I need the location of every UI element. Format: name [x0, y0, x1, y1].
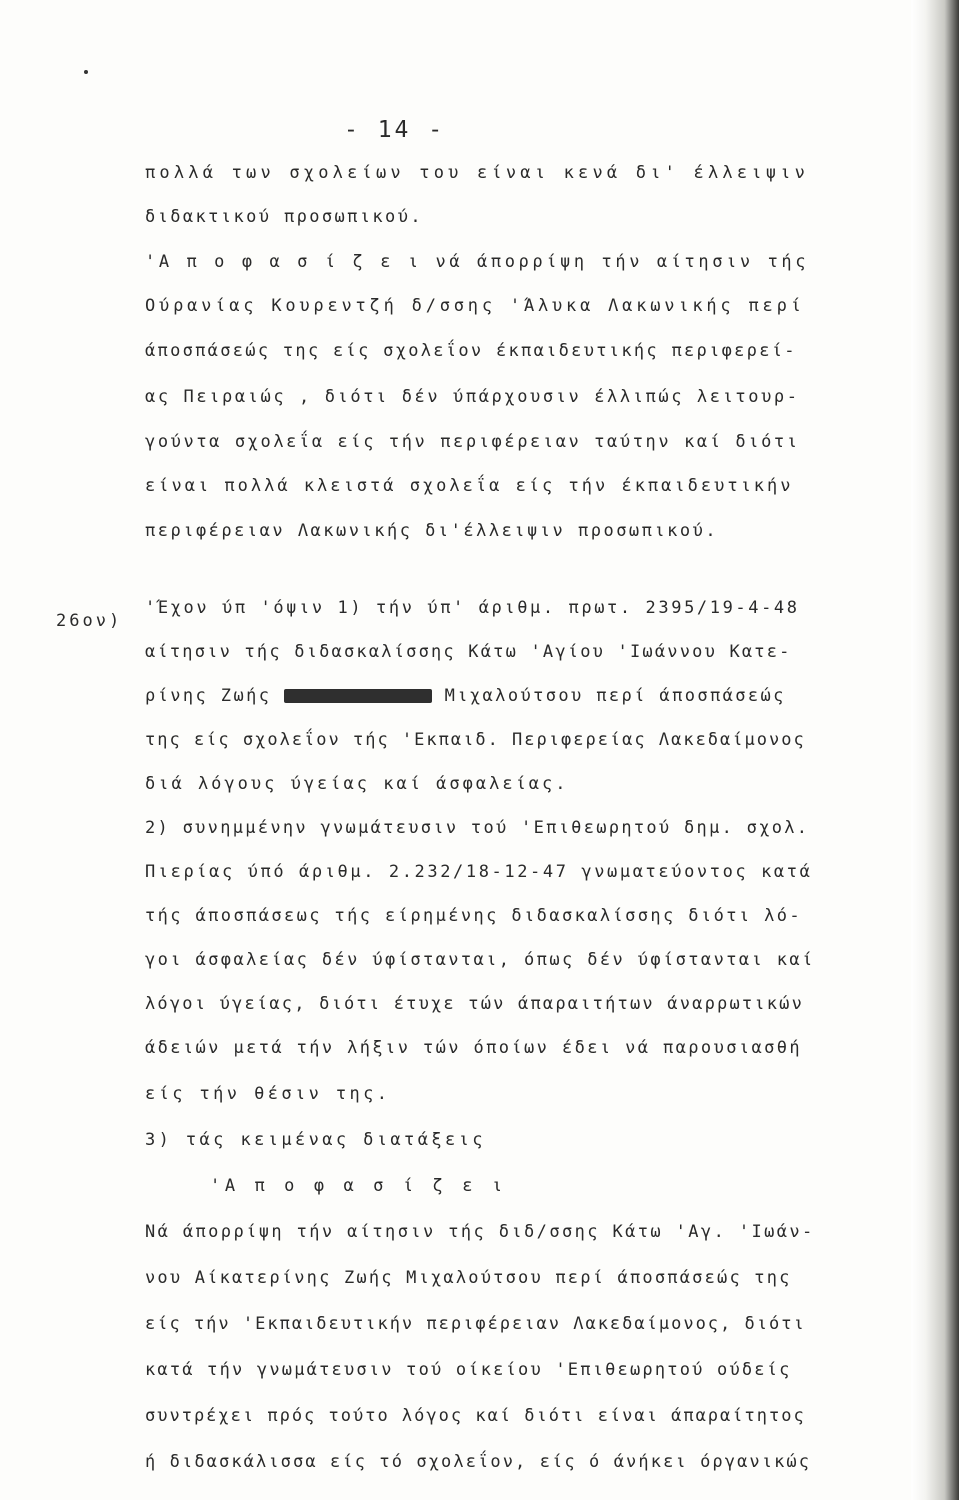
text-line [145, 686, 786, 706]
text-line: περιφέρειαν Λακωνικής δι'έλλειψιν προσωπικού. [145, 521, 719, 541]
text-line: άδειών μετά τήν λήξιν τών όποίων έδει νά παρουσιασθή [145, 1038, 803, 1058]
text-line: 'Α π ο φ α σ ί ζ ε ι νά άπορρίψη τήν αίτησιν τής [145, 252, 810, 272]
text-line: της είς σχολεΐον τής 'Εκπαιδ. Περιφερείας Λακεδαίμονος [145, 730, 806, 750]
text-line: 'Έχον ύπ 'όψιν 1) τήν ύπ' άριθμ. πρωτ. 2395/19-4-48 [145, 598, 800, 618]
redaction-mark [284, 689, 432, 703]
paper-speck [84, 70, 88, 74]
page-edge-shadow [911, 0, 959, 1500]
text-line: γοι άσφαλείας δέν ύφίστανται, όπως δέν ύφίστανται καί [145, 950, 815, 970]
text-line: νου Αίκατερίνης Ζωής Μιχαλούτσου περί άποσπάσεώς της [145, 1268, 792, 1288]
text-line: 'Α π ο φ α σ ί ζ ε ι [210, 1176, 507, 1196]
text-line: 2) συνημμένην γνωμάτευσιν τού 'Επιθεωρητού δημ. σχολ. [145, 818, 810, 838]
text-line: λόγοι ύγείας, διότι έτυχε τών άπαραιτήτων άναρρωτικών [145, 994, 805, 1014]
text-line: άποσπάσεώς της είς σχολεΐον έκπαιδευτικής περιφερεί- [145, 341, 797, 361]
text-line: αίτησιν τής διδασκαλίσσης Κάτω 'Αγίου 'Ιωάννου Κατε- [145, 642, 792, 662]
text-line: είναι πολλά κλειστά σχολεΐα είς τήν έκπαιδευτικήν [145, 476, 794, 496]
text-line: διδακτικού προσωπικού. [145, 207, 423, 227]
text-line: είς τήν θέσιν της. [145, 1084, 391, 1104]
page-number: - 14 - [344, 117, 446, 143]
item-number: 26ον) [56, 611, 123, 631]
text-line: γούντα σχολεΐα είς τήν περιφέρειαν ταύτην καί διότι [145, 432, 800, 452]
text-line: Ούρανίας Κουρεντζή δ/σσης 'Άλυκα Λακωνικής περί [145, 296, 805, 316]
text-line: διά λόγους ύγείας καί άσφαλείας. [145, 774, 569, 794]
text-line: ας Πειραιώς , διότι δέν ύπάρχουσιν έλλιπώς λειτουρ- [145, 387, 800, 407]
text-line: 3) τάς κειμένας διατάξεις [145, 1130, 486, 1150]
text-line: συντρέχει πρός τούτο λόγος καί διότι είναι άπαραίτητος [145, 1406, 806, 1426]
text-line: Νά άπορρίψη τήν αίτησιν τής διδ/σσης Κάτω 'Αγ. 'Ιωάν- [145, 1222, 815, 1242]
text-line: πολλά των σχολείων του είναι κενά δι' έλλειψιν [145, 163, 810, 183]
text-line: κατά τήν γνωμάτευσιν τού οίκείου 'Επιθεωρητού ούδείς [145, 1360, 792, 1380]
text-line: τής άποσπάσεως τής είρημένης διδασκαλίσσης διότι λό- [145, 906, 803, 926]
text-line: είς τήν 'Εκπαιδευτικήν περιφέρειαν Λακεδαίμονος, διότι [145, 1314, 806, 1334]
text-line: ή διδασκάλισσα είς τό σχολεΐον, είς ό άνήκει όργανικώς [145, 1452, 812, 1472]
text-fragment: ρίνης Ζωής [145, 686, 272, 706]
text-fragment: Μιχαλούτσου περί άποσπάσεώς [444, 686, 786, 706]
text-line: Πιερίας ύπό άριθμ. 2.232/18-12-47 γνωματεύοντος κατά [145, 862, 813, 882]
